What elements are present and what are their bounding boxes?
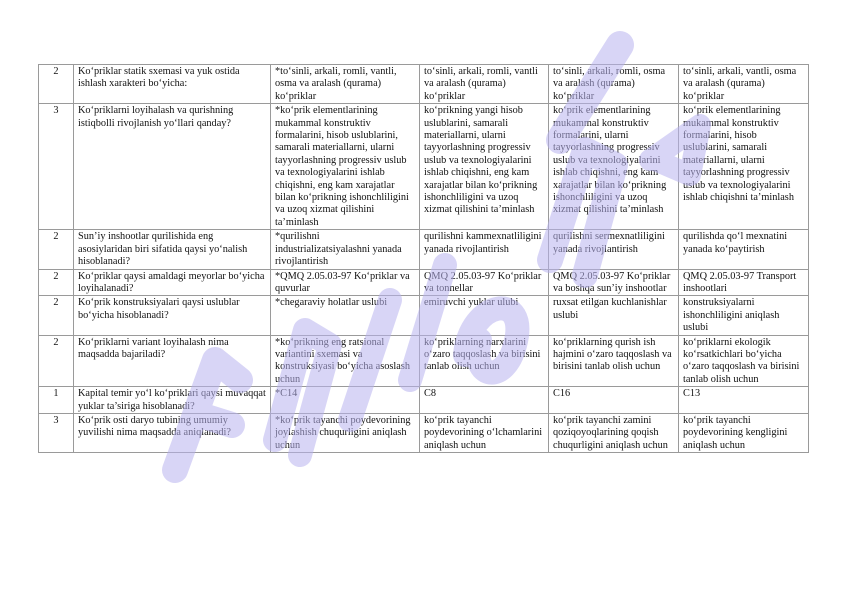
row-score: 2	[39, 335, 74, 387]
row-question: Ko‘prik konstruksiyalari qaysi uslublar bo‘yicha hisoblanadi?	[74, 296, 271, 335]
row-answer-alt-1: emiruvchi yuklar ulubi	[420, 296, 549, 335]
row-answer-alt-1: ko‘prik tayanchi poydevorining o‘lchamlarini aniqlash uchun	[420, 413, 549, 452]
table-row	[39, 269, 809, 296]
row-answer-alt-2: ko‘prik elementlarining mukammal konstruktiv formalarini, ularni tayyorlashning progressiv uslub va texnologiyalarini ishlab chiqishni, eng kam xarajatlar bilan ko‘prikning ishonchliligini va uzoq xizmat qilishini ta’minlash	[549, 104, 679, 230]
row-question: Ko‘priklarni variant loyihalash nima maqsadda bajariladi?	[74, 335, 271, 387]
row-answer-correct: *ko‘prik elementlarining mukammal konstruktiv formalarini, hisob uslublarini, samarali materiallarni, ularni tayyorlashning progressiv uslub va texnologiyalarini ishlab chiqishni, eng kam xarajatlar bilan ko‘prikning ishonchliligini va uzoq xizmat qilishini ta’minlash	[271, 104, 420, 230]
row-answer-correct: *QMQ 2.05.03-97 Ko‘priklar va quvurlar	[271, 269, 420, 296]
row-answer-correct: *C14	[271, 387, 420, 414]
row-answer-alt-2: qurilishni sermexnatliligini yanada rivojlantirish	[549, 230, 679, 269]
row-score: 1	[39, 387, 74, 414]
row-question: Ko‘priklar qaysi amaldagi meyorlar bo‘yicha loyihalanadi?	[74, 269, 271, 296]
row-answer-alt-3: ko‘priklarni ekologik ko‘rsatkichlari bo‘yicha o‘zaro taqqoslash va birisini tanlab olish uchun	[679, 335, 809, 387]
row-answer-alt-2: ko‘priklarning qurish ish hajmini o‘zaro taqqoslash va birisini tanlab olish uchun	[549, 335, 679, 387]
row-answer-alt-3: QMQ 2.05.03-97 Transport inshootlari	[679, 269, 809, 296]
row-answer-alt-1: C8	[420, 387, 549, 414]
row-answer-correct: *to‘sinli, arkali, romli, vantli, osma va aralash (qurama) ko‘priklar	[271, 65, 420, 104]
row-score: 2	[39, 296, 74, 335]
row-score: 3	[39, 413, 74, 452]
row-answer-alt-1: ko‘prikning yangi hisob uslublarini, samarali materiallarni, ularni tayyorlashning progressiv uslub va texnologiyalarini ishlab chiqishni, eng kam xarajatlar bilan ko‘prikning ishonchliligini va uzoq xizmat qilishini ta’minlash	[420, 104, 549, 230]
row-score: 2	[39, 230, 74, 269]
row-answer-alt-2: ruxsat etilgan kuchlanishlar uslubi	[549, 296, 679, 335]
row-question: Sun’iy inshootlar qurilishida eng asosiylaridan biri sifatida qaysi yo‘nalish hisoblanadi?	[74, 230, 271, 269]
table-row	[39, 230, 809, 269]
table-row	[39, 104, 809, 230]
row-answer-alt-3: qurilishda qo‘l mexnatini yanada ko‘paytirish	[679, 230, 809, 269]
row-answer-alt-1: qurilishni kammexnatliligini yanada rivojlantirish	[420, 230, 549, 269]
row-answer-correct: *qurilishni industrializatsiyalashni yanada rivojlantirish	[271, 230, 420, 269]
row-answer-alt-2: to‘sinli, arkali, romli, osma va aralash (qurama) ko‘priklar	[549, 65, 679, 104]
row-answer-correct: *chegaraviy holatlar uslubi	[271, 296, 420, 335]
row-question: Ko‘priklar statik sxemasi va yuk ostida ishlash xarakteri bo‘yicha:	[74, 65, 271, 104]
row-score: 2	[39, 269, 74, 296]
row-answer-alt-1: to‘sinli, arkali, romli, vantli va aralash (qurama) ko‘priklar	[420, 65, 549, 104]
questions-body	[39, 65, 809, 453]
row-answer-correct: *ko‘prikning eng ratsional variantini sxemasi va konstruksiyasi bo‘yicha asoslash uchun	[271, 335, 420, 387]
row-answer-alt-3: konstruksiyalarni ishonchliligini aniqlash uslubi	[679, 296, 809, 335]
row-answer-alt-2: QMQ 2.05.03-97 Ko‘priklar va boshqa sun’iy inshootlar	[549, 269, 679, 296]
row-answer-alt-2: C16	[549, 387, 679, 414]
table-row	[39, 387, 809, 414]
row-question: Ko‘priklarni loyihalash va qurishning istiqbolli rivojlanish yo‘llari qanday?	[74, 104, 271, 230]
row-answer-alt-3: ko‘prik tayanchi poydevorining kengligini aniqlash uchun	[679, 413, 809, 452]
row-question: Ko‘prik osti daryo tubining umumiy yuvilishi nima maqsadda aniqlanadi?	[74, 413, 271, 452]
row-score: 2	[39, 65, 74, 104]
row-answer-alt-2: ko‘prik tayanchi zamini qoziqoyoqlarining qoqish chuqurligini aniqlash uchun	[549, 413, 679, 452]
row-answer-alt-3: to‘sinli, arkali, vantli, osma va aralash (qurama) ko‘priklar	[679, 65, 809, 104]
row-score: 3	[39, 104, 74, 230]
row-answer-alt-3: ko‘prik elementlarining mukammal konstruktiv formalarini, hisob uslublarini, samarali materiallarni, ularni tayyorlashning progressiv uslub va texnologiyalarini ishlab chiqishni ta’minlash	[679, 104, 809, 230]
row-answer-alt-1: QMQ 2.05.03-97 Ko‘priklar va tonnellar	[420, 269, 549, 296]
row-question: Kapital temir yo‘l ko‘priklari qaysi muvaqqat yuklar ta’siriga hisoblanadi?	[74, 387, 271, 414]
row-answer-alt-1: ko‘priklarning narxlarini o‘zaro taqqoslash va birisini tanlab olish uchun	[420, 335, 549, 387]
table-row	[39, 296, 809, 335]
table-row	[39, 413, 809, 452]
questions-table	[38, 64, 809, 453]
table-row	[39, 335, 809, 387]
row-answer-correct: *ko‘prik tayanchi poydevorining joylashish chuqurligini aniqlash uchun	[271, 413, 420, 452]
table-row	[39, 65, 809, 104]
row-answer-alt-3: C13	[679, 387, 809, 414]
